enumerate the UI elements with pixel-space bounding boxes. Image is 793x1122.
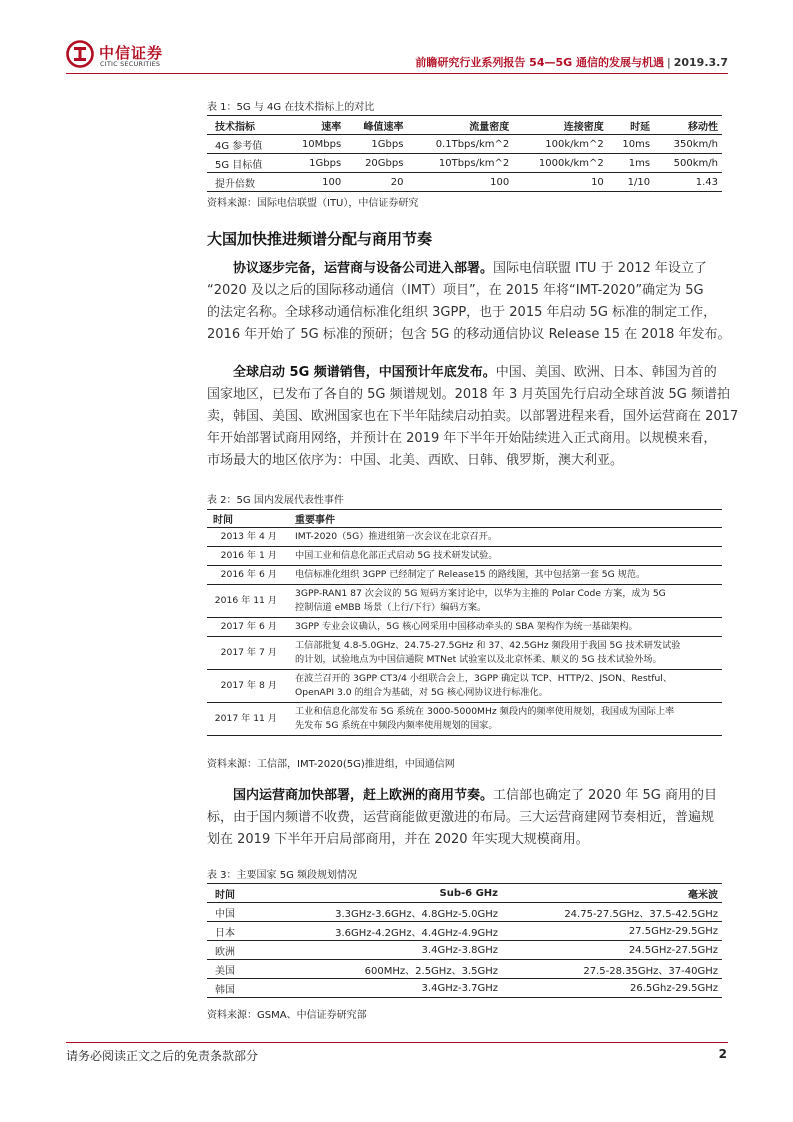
- table2-domestic-events: [207, 509, 722, 736]
- paragraph-line: [207, 280, 722, 302]
- page-header: [66, 40, 728, 70]
- event-date: 2017 年 8 月: [207, 670, 289, 703]
- table-cell: 24.5GHz-27.5GHz: [502, 941, 722, 960]
- column-header: 连接密度: [513, 116, 608, 135]
- table-cell: 10ms: [608, 135, 654, 154]
- table-cell: 1Gbps: [345, 135, 407, 154]
- footer-disclaimer: 请务必阅读正文之后的免责条款部分: [66, 1049, 259, 1063]
- event-description: [289, 618, 722, 637]
- table-cell: 3.4GHz-3.7GHz: [297, 979, 502, 998]
- event-line: 3GPP-RAN1 87 次会议的 5G 短码方案讨论中，以华为主推的 Polar Code 方案，成为 5G: [295, 588, 666, 599]
- table1-source: 资料来源：国际电信联盟（ITU），中信证券研究: [207, 198, 419, 209]
- paragraph-line: [207, 406, 739, 428]
- logo-text-cn: 中信证券: [99, 44, 164, 62]
- event-line: 工信部批复 4.8-5.0GHz、24.75-27.5GHz 和 37、42.5GHz 频段用于我国 5G 技术研发试验: [295, 640, 681, 651]
- column-header: 重要事件: [289, 510, 722, 528]
- table-cell: 10: [513, 173, 608, 192]
- paragraph-line: [207, 324, 731, 346]
- table-row: [207, 922, 722, 941]
- table-cell: 3.4GHz-3.8GHz: [297, 941, 502, 960]
- paragraph-text: 标，由于国内频谱不收费，运营商能做更激进的布局。三大运营商建网节奏相近，普遍规: [207, 810, 715, 825]
- table3-frequency-bands: [207, 883, 722, 998]
- table-cell: 1ms: [608, 154, 654, 173]
- table-cell: 100: [284, 173, 345, 192]
- event-date: 2016 年 11 月: [207, 585, 289, 618]
- event-description: [289, 637, 722, 670]
- header-divider: [66, 73, 728, 74]
- table3-caption: 表 3：主要国家 5G 频段规划情况: [207, 870, 358, 881]
- table-cell: 26.5Ghz-29.5GHz: [502, 979, 722, 998]
- table-row: [207, 528, 722, 547]
- table2-caption: 表 2：5G 国内发展代表性事件: [207, 495, 344, 506]
- paragraph-text: “2020 及以之后的国际移动通信（IMT）项目”，在 2015 年将“IMT-2020”确定为 5G: [207, 283, 704, 298]
- table-cell: 1Gbps: [284, 154, 345, 173]
- paragraph-text: 国际电信联盟 ITU 于 2012 年设立了: [493, 261, 707, 276]
- header-separator: |: [667, 56, 671, 69]
- table-cell: 韩国: [207, 979, 297, 998]
- paragraph-spectrum: [207, 362, 739, 472]
- table-row: [207, 941, 722, 960]
- table-cell: 3.6GHz-4.2GHz、4.4GHz-4.9GHz: [297, 922, 502, 941]
- paragraph-text: 国家地区，已发布了各自的 5G 频谱规划。2018 年 3 月英国先行启动全球首波 5G 频谱拍: [207, 387, 730, 402]
- event-line: 在波兰召开的 3GPP CT3/4 小组联合会上，3GPP 确定以 TCP、HTTP/2、JSON、Restful、: [295, 673, 673, 684]
- table-cell: 5G 目标值: [207, 154, 284, 173]
- table-row: [207, 979, 722, 998]
- paragraph-line: [207, 384, 730, 406]
- paragraph-line: [207, 450, 722, 472]
- table-row: [207, 618, 722, 637]
- table-cell: 日本: [207, 922, 297, 941]
- column-header: 时间: [207, 884, 297, 903]
- table-row: [207, 154, 722, 173]
- paragraph-text: 的法定名称。全球移动通信标准化组织 3GPP，也于 2015 年启动 5G 标准的制定工作，: [207, 305, 717, 320]
- column-header: 技术指标: [207, 116, 284, 135]
- table-cell: 1.43: [654, 173, 722, 192]
- paragraph-text: 年开始部署试商用网络，并预计在 2019 年下半年开始陆续进入正式商用。以规模来看，: [207, 431, 717, 446]
- paragraph-text: 市场最大的地区依序为：中国、北美、西欧、日韩、俄罗斯，澳大利亚。: [207, 453, 624, 468]
- table-cell: 500km/h: [654, 154, 722, 173]
- table-cell: 美国: [207, 960, 297, 979]
- table-row: [207, 960, 722, 979]
- table-cell: 24.75-27.5GHz、37.5-42.5GHz: [502, 903, 722, 922]
- table-row: [207, 703, 722, 736]
- table-cell: 20: [345, 173, 407, 192]
- event-line: 控制信道 eMBB 场景（上行/下行）编码方案。: [295, 602, 487, 613]
- paragraph-text: 2016 年开始了 5G 标准的预研；包含 5G 的移动通信协议 Release 15 在 2018 年发布。: [207, 327, 731, 342]
- event-date: 2017 年 6 月: [207, 618, 289, 637]
- paragraph-text: 划在 2019 下半年开启局部商用，并在 2020 年实现大规模商用。: [207, 832, 589, 847]
- paragraph-line: [207, 428, 722, 450]
- paragraph-operators: [207, 785, 722, 851]
- event-description: [289, 585, 722, 618]
- table-cell: 100: [407, 173, 513, 192]
- table-cell: 欧洲: [207, 941, 297, 960]
- footer-divider: [66, 1042, 728, 1043]
- table-row: [207, 903, 722, 922]
- paragraph-line: [207, 362, 722, 384]
- event-description: [289, 528, 722, 547]
- logo-text-en: CITIC SECURITIES: [100, 60, 161, 68]
- paragraph-line: [207, 302, 722, 324]
- column-header: 速率: [284, 116, 345, 135]
- table-row: [207, 585, 722, 618]
- table-cell: 4G 参考值: [207, 135, 284, 154]
- paragraph-line: [207, 807, 722, 829]
- column-header: 峰值速率: [345, 116, 407, 135]
- paragraph-line: [207, 785, 722, 807]
- column-header: 时间: [207, 510, 289, 528]
- event-date: 2016 年 6 月: [207, 566, 289, 585]
- table-row: [207, 547, 722, 566]
- table-cell: 1000k/km^2: [513, 154, 608, 173]
- event-line: 3GPP 专业会议确认，5G 核心网采用中国移动牵头的 SBA 架构作为统一基础架构。: [295, 621, 638, 632]
- table-cell: 20Gbps: [345, 154, 407, 173]
- column-header: 毫米波: [502, 884, 722, 903]
- table1-spec-comparison: [207, 115, 722, 192]
- event-date: 2016 年 1 月: [207, 547, 289, 566]
- event-description: [289, 670, 722, 703]
- table-row: [207, 566, 722, 585]
- table1-caption: 表 1：5G 与 4G 在技术指标上的对比: [207, 102, 375, 113]
- table-cell: 27.5-28.35GHz、37-40GHz: [502, 960, 722, 979]
- event-line: 工业和信息化部发布 5G 系统在 3000-5000MHz 频段内的频率使用规划，我国成为国际上率: [295, 706, 675, 717]
- table-cell: 提升倍数: [207, 173, 284, 192]
- event-line: 中国工业和信息化部正式启动 5G 技术研发试验。: [295, 550, 498, 561]
- event-date: 2017 年 11 月: [207, 703, 289, 736]
- paragraph-lead: 国内运营商加快部署，赶上欧洲的商用节奏。: [233, 788, 494, 803]
- page-number: 2: [718, 1047, 727, 1061]
- event-description: [289, 566, 722, 585]
- table-row: [207, 135, 722, 154]
- table2-source: 资料来源：工信部，IMT-2020(5G)推进组，中国通信网: [207, 759, 455, 770]
- column-header: Sub-6 GHz: [297, 884, 502, 903]
- section-title: 大国加快推进频谱分配与商用节奏: [207, 230, 433, 248]
- paragraph-text: 卖，韩国、美国、欧洲国家也在下半年陆续启动拍卖。以部署进程来看，国外运营商在 2017: [207, 409, 739, 424]
- event-description: [289, 547, 722, 566]
- event-date: 2013 年 4 月: [207, 528, 289, 547]
- column-header: 时延: [608, 116, 654, 135]
- paragraph-protocol: [207, 258, 731, 346]
- paragraph-line: [207, 258, 722, 280]
- column-header: 移动性: [654, 116, 722, 135]
- table-cell: 1/10: [608, 173, 654, 192]
- event-line: 电信标准化组织 3GPP 已经制定了 Release15 的路线图，其中包括第一套 5G 规范。: [295, 569, 646, 580]
- report-header: [415, 54, 728, 70]
- table-cell: 10Mbps: [284, 135, 345, 154]
- table-row: [207, 173, 722, 192]
- table3-source: 资料来源：GSMA、中信证券研究部: [207, 1010, 367, 1021]
- citic-logo-icon: [66, 40, 94, 68]
- report-title: 前瞻研究行业系列报告 54—5G 通信的发展与机遇: [415, 56, 664, 69]
- table-cell: 600MHz、2.5GHz、3.5GHz: [297, 960, 502, 979]
- table-cell: 100k/km^2: [513, 135, 608, 154]
- paragraph-text: 中国、美国、欧洲、日本、韩国为首的: [495, 365, 717, 380]
- event-description: [289, 703, 722, 736]
- paragraph-text: 工信部也确定了 2020 年 5G 商用的目: [493, 788, 717, 803]
- paragraph-line: [207, 829, 722, 851]
- table-cell: 3.3GHz-3.6GHz、4.8GHz-5.0GHz: [297, 903, 502, 922]
- table-row: [207, 637, 722, 670]
- event-line: 的计划，试验地点为中国信通院 MTNet 试验室以及北京怀柔、顺义的 5G 技术试验外场。: [295, 654, 662, 665]
- table-cell: 10Tbps/km^2: [407, 154, 513, 173]
- paragraph-lead: 全球启动 5G 频谱销售，中国预计年底发布。: [233, 365, 496, 380]
- event-line: 先发布 5G 系统在中频段内频率使用规划的国家。: [295, 720, 498, 731]
- paragraph-lead: 协议逐步完备，运营商与设备公司进入部署。: [233, 261, 494, 276]
- table-cell: 350km/h: [654, 135, 722, 154]
- event-line: IMT-2020（5G）推进组第一次会议在北京召开。: [295, 531, 498, 542]
- report-date: 2019.3.7: [673, 56, 728, 69]
- table-cell: 中国: [207, 903, 297, 922]
- table-cell: 27.5GHz-29.5GHz: [502, 922, 722, 941]
- table-cell: 0.1Tbps/km^2: [407, 135, 513, 154]
- column-header: 流量密度: [407, 116, 513, 135]
- event-date: 2017 年 7 月: [207, 637, 289, 670]
- event-line: OpenAPI 3.0 的组合为基础，对 5G 核心网协议进行标准化。: [295, 687, 548, 698]
- table-row: [207, 670, 722, 703]
